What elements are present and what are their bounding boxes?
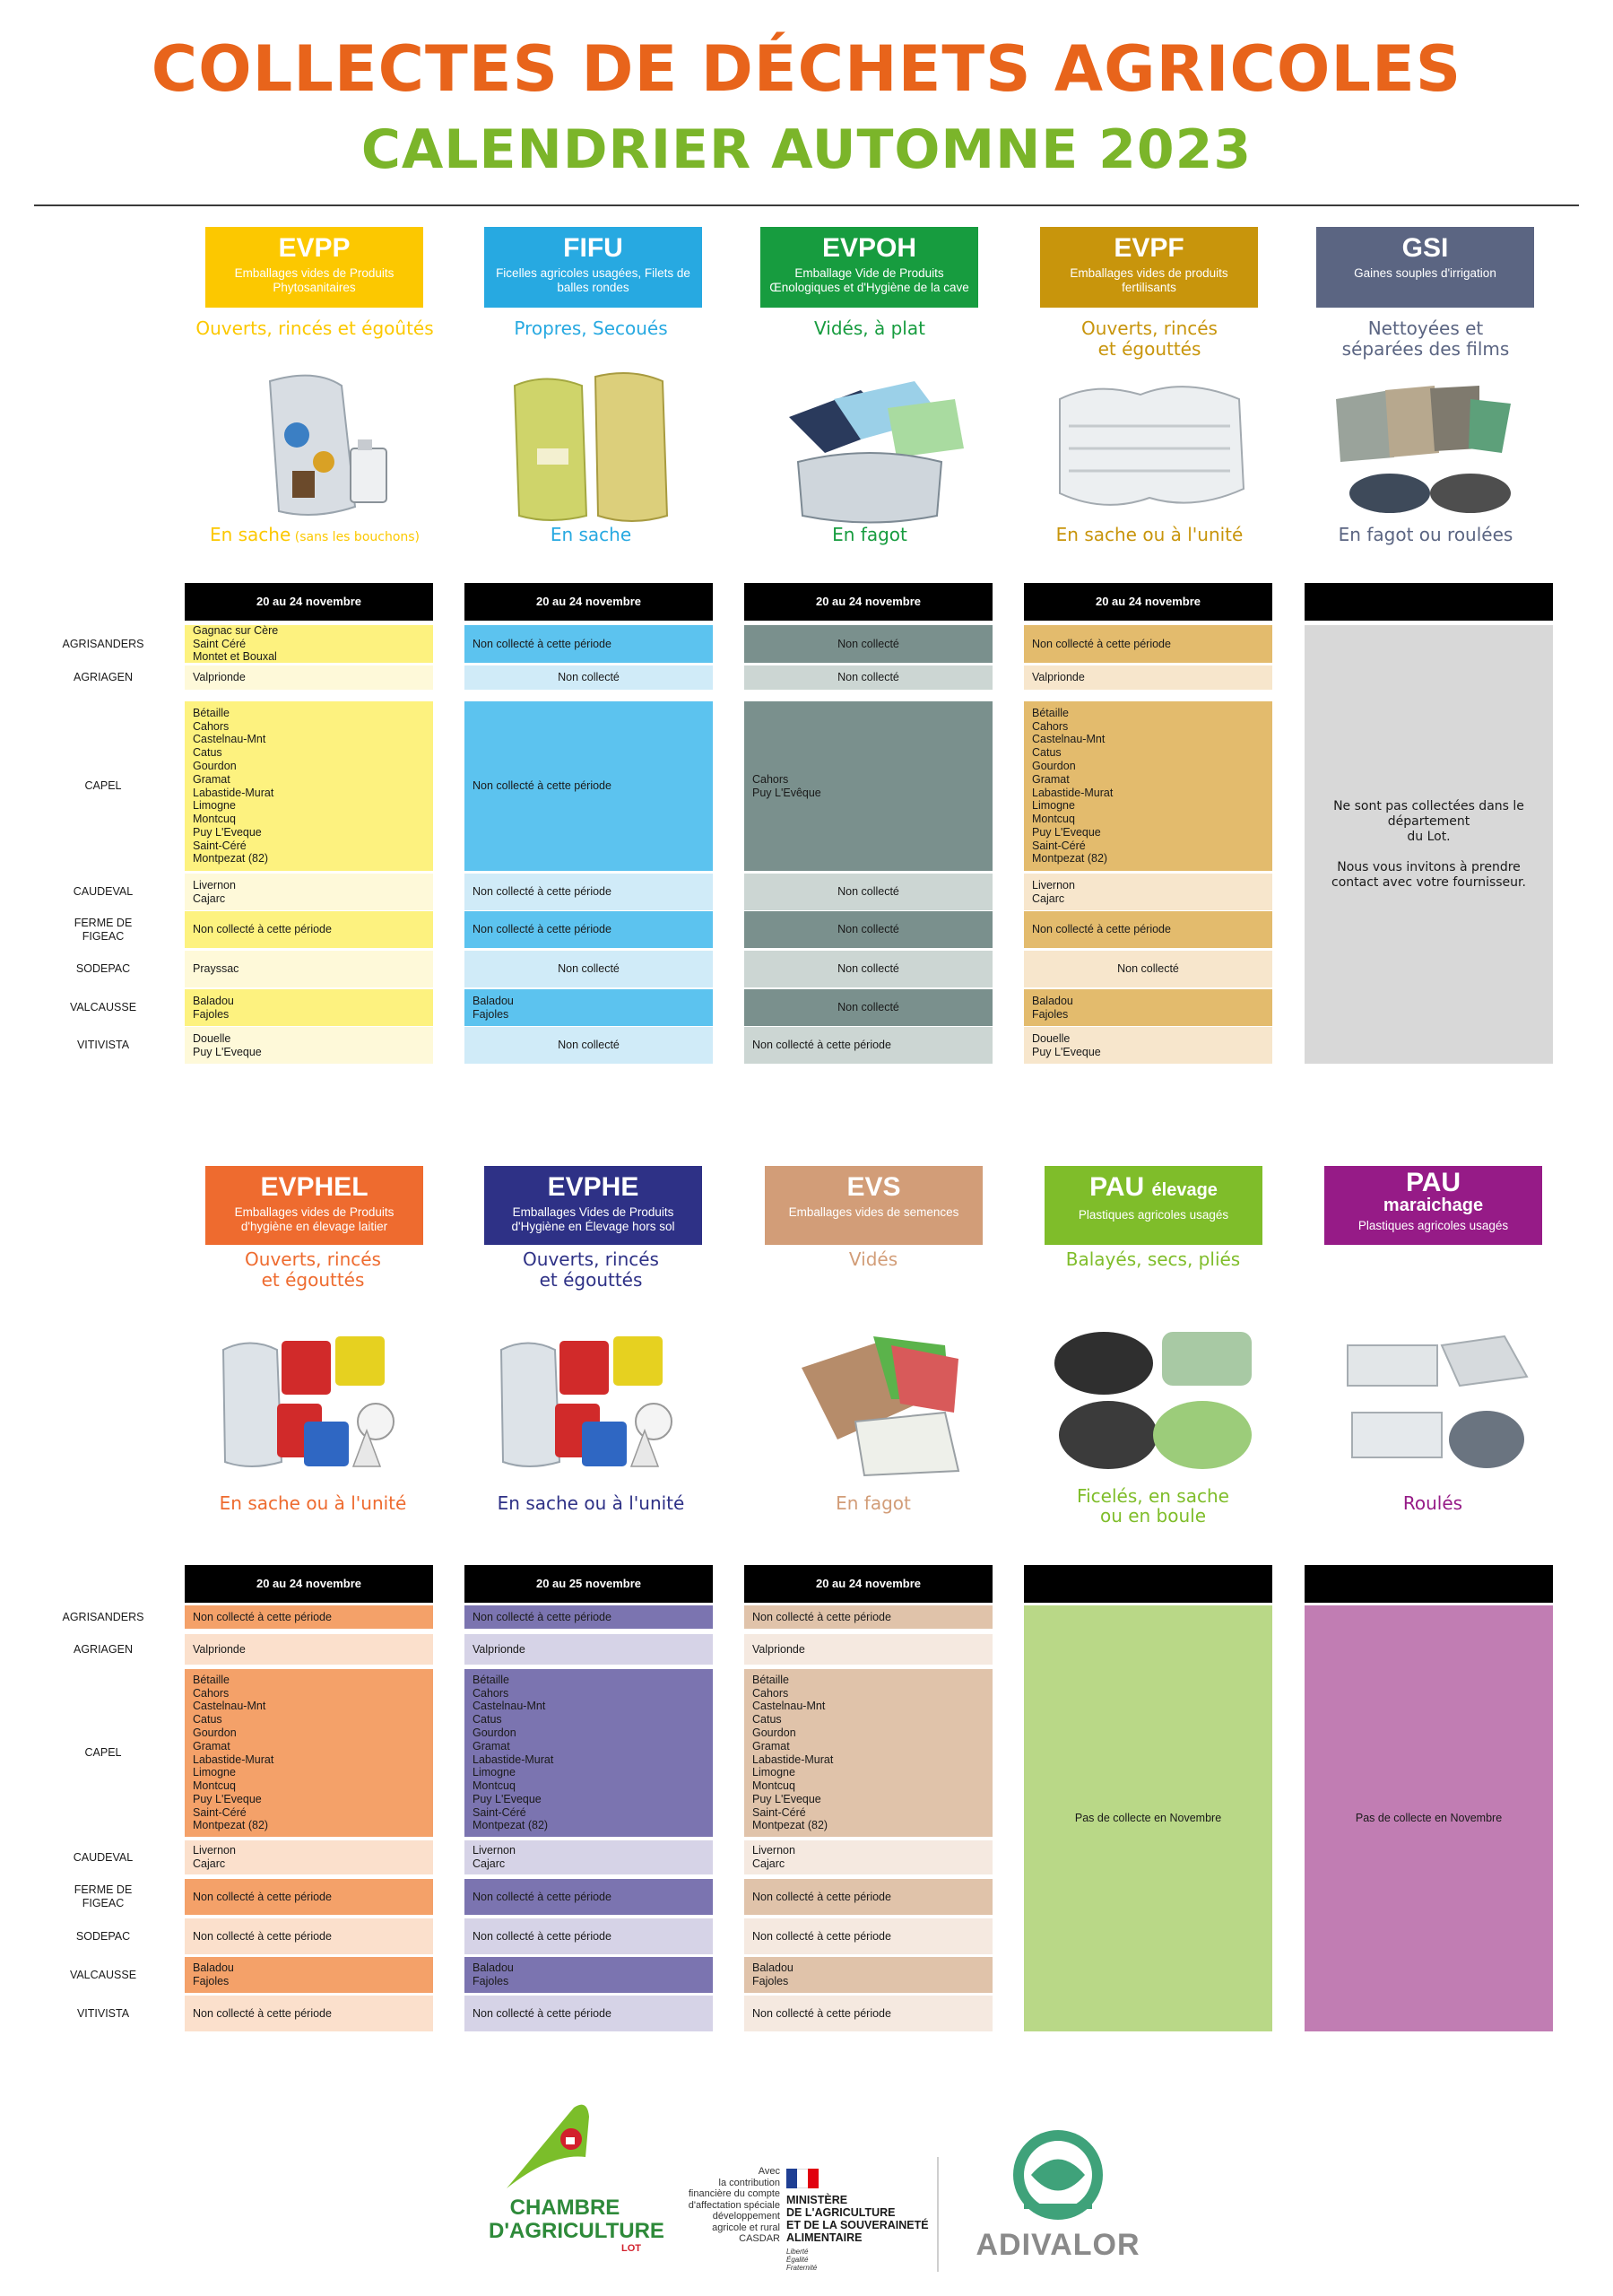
cell-text: Non collecté à cette période [193, 1929, 332, 1943]
category-header-evpp [205, 227, 423, 308]
category-code: EVPP [278, 233, 351, 263]
category-code [765, 1173, 983, 1202]
cell-text: Baladou Fajoles [473, 994, 514, 1021]
category-condition: Vidés, à plat [814, 317, 925, 339]
cell-text: Bétaille Cahors Castelnau-Mnt Catus Gourdon Gramat Labastide-Murat Limogne Montcuq Puy L'Eveque Saint-Céré Montpezat (82) [473, 1673, 554, 1832]
cell-text: Non collecté à cette période [1032, 637, 1171, 650]
pau-elevage-note: Pas de collecte en Novembre [1024, 1605, 1272, 2031]
category-description: Emballages vides de Produits Phytosanitaires [234, 266, 395, 294]
schedule-cell [185, 1634, 433, 1665]
schedule-cell [464, 989, 713, 1026]
french-republic-flag-icon [786, 2169, 819, 2188]
row-label-collector: AGRIAGEN [74, 1642, 133, 1656]
flat-bags-icon [762, 363, 977, 529]
date-header: 20 au 24 novembre [744, 583, 993, 621]
row-label-collector: SODEPAC [75, 962, 131, 975]
schedule-cell [185, 874, 433, 910]
packaging-note: (sans les bouchons) [291, 530, 421, 544]
date-header: 20 au 24 novembre [185, 583, 433, 621]
cell-text: Non collecté [558, 671, 620, 684]
date-header: 20 au 24 novembre [185, 1565, 433, 1603]
schedule-cell [744, 1605, 993, 1629]
category-description: Emballages vides de Produits d'hygiène en élevage laitier [234, 1205, 395, 1233]
category-condition: Balayés, secs, pliés [1065, 1248, 1241, 1270]
category-packaging: Roulés [1402, 1492, 1463, 1514]
packaging-label: En sache [209, 524, 291, 545]
packaging-label: En fagot [832, 524, 907, 545]
trash-bag-icon [207, 363, 422, 529]
schedule-cell [464, 1605, 713, 1629]
schedule-cell [185, 665, 433, 690]
category-condition: Nettoyées et séparées des films [1341, 317, 1510, 360]
cell-text: Baladou Fajoles [1032, 994, 1073, 1021]
schedule-cell [464, 874, 713, 910]
schedule-cell [185, 1669, 433, 1837]
schedule-cell [464, 1957, 713, 1993]
schedule-cell [464, 1027, 713, 1064]
schedule-cell [744, 1957, 993, 1993]
schedule-cell [185, 1027, 433, 1064]
cell-text: Non collecté à cette période [752, 1929, 891, 1943]
packaging-label: En sache ou à l'unité [1055, 524, 1244, 545]
chambre-dept: LOT [621, 2243, 641, 2254]
ministere-motto: Liberté Égalité Fraternité [786, 2248, 818, 2272]
cell-text: Baladou Fajoles [752, 1961, 793, 1987]
category-header-evphe [484, 1166, 702, 1245]
schedule-cell [744, 1027, 993, 1064]
category-code-text: PAU [1089, 1172, 1145, 1202]
cell-text: Baladou Fajoles [193, 1961, 234, 1987]
category-code [484, 1173, 702, 1202]
cell-text: Livernon Cajarc [473, 1844, 516, 1870]
chambre-line1: CHAMBRE [509, 2196, 620, 2220]
schedule-cell [464, 701, 713, 871]
cell-text: Valprionde [473, 1642, 525, 1656]
category-header-pau_maraichage [1324, 1166, 1542, 1245]
yellow-sacks-icon [483, 363, 698, 529]
chambre-emblem-icon [489, 2103, 641, 2193]
schedule-cell [1024, 874, 1272, 910]
schedule-cell [744, 989, 993, 1026]
cell-text: Non collecté à cette période [473, 1610, 611, 1623]
cell-text: Livernon Cajarc [1032, 878, 1075, 905]
cell-text: Cahors Puy L'Evêque [752, 772, 821, 799]
cell-text: Valprionde [193, 1642, 246, 1656]
row-label-collector: FERME DE FIGEAC [74, 916, 133, 943]
cell-text: Gagnac sur Cère Saint Céré Montet et Bouxal [193, 623, 279, 664]
schedule-cell [185, 989, 433, 1026]
schedule-cell [185, 951, 433, 987]
row-label-collector: AGRISANDERS [62, 1610, 144, 1623]
big-bags-icon [1042, 363, 1257, 529]
adivalor-wordmark: ADIVALOR [976, 2228, 1140, 2262]
category-header-gsi [1316, 227, 1534, 308]
cell-text: Bétaille Cahors Castelnau-Mnt Catus Gourdon Gramat Labastide-Murat Limogne Montcuq Puy L'Eveque Saint-Céré Montpezat (82) [193, 1673, 274, 1832]
schedule-cell [744, 1879, 993, 1915]
category-description: Emballages vides de semences [788, 1205, 959, 1219]
schedule-cell [464, 1879, 713, 1915]
category-code-text: EVPHEL [260, 1172, 369, 1202]
category-condition: Ouverts, rincés et égouttés [523, 1248, 659, 1291]
chambre-line2: D'AGRICULTURE [489, 2219, 664, 2243]
category-description: Gaines souples d'irrigation [1354, 266, 1496, 280]
plastic-bales-icon [1045, 1314, 1261, 1480]
category-packaging [456, 525, 725, 544]
header-divider [34, 204, 1579, 206]
row-label-collector: FERME DE FIGEAC [74, 1883, 133, 1909]
date-header: 20 au 24 novembre [744, 1565, 993, 1603]
schedule-cell [744, 701, 993, 871]
cell-text: Non collecté à cette période [473, 885, 611, 899]
cell-text: Non collecté [837, 923, 899, 936]
schedule-cell [1024, 625, 1272, 663]
date-header [1305, 583, 1553, 621]
schedule-cell [744, 874, 993, 910]
adivalor-logo [968, 2126, 1148, 2269]
schedule-cell [464, 1840, 713, 1874]
category-description: Emballages Vides de Produits d'Hygiène en Élevage hors sol [511, 1205, 675, 1233]
category-code [1045, 1173, 1262, 1205]
cell-text: Livernon Cajarc [193, 1844, 236, 1870]
category-code: FIFU [563, 233, 623, 263]
schedule-cell [464, 1918, 713, 1954]
date-header: 20 au 25 novembre [464, 1565, 713, 1603]
category-packaging: En fagot [836, 1492, 911, 1514]
irrigation-hoses-icon [1318, 363, 1533, 529]
cell-text: Livernon Cajarc [193, 878, 236, 905]
date-header: 20 au 24 novembre [1024, 583, 1272, 621]
category-header-fifu [484, 227, 702, 308]
category-condition: Propres, Secoués [514, 317, 668, 339]
schedule-cell [464, 625, 713, 663]
date-header [1024, 1565, 1272, 1603]
row-label-collector: VALCAUSSE [69, 1968, 137, 1981]
cell-text: Valprionde [1032, 671, 1085, 684]
category-code: EVPF [1114, 233, 1184, 263]
cell-text: Baladou Fajoles [193, 994, 234, 1021]
category-packaging: En sache ou à l'unité [497, 1492, 685, 1514]
cell-text: Non collecté à cette période [1032, 923, 1171, 936]
schedule-cell [185, 625, 433, 663]
page-subtitle: CALENDRIER AUTOMNE 2023 [360, 118, 1253, 181]
category-header-pau_elevage [1045, 1166, 1262, 1245]
category-code-sub: maraichage [1383, 1196, 1484, 1215]
category-code: GSI [1401, 233, 1449, 263]
row-label-collector: SODEPAC [75, 1929, 131, 1943]
date-header: 20 au 24 novembre [464, 583, 713, 621]
schedule-cell [1024, 911, 1272, 948]
category-code-sub: élevage [1151, 1180, 1218, 1200]
category-header-evs [765, 1166, 983, 1245]
cell-text: Non collecté à cette période [193, 2006, 332, 2020]
gsi-note: Ne sont pas collectées dans le département du Lot. Nous vous invitons à prendre contact avec votre fournisseur. [1305, 625, 1553, 1064]
cell-text: Livernon Cajarc [752, 1844, 795, 1870]
schedule-cell [744, 1996, 993, 2031]
packaging-label: En fagot ou roulées [1338, 524, 1513, 545]
pau-maraichage-note: Pas de collecte en Novembre [1305, 1605, 1553, 2031]
cell-text: Non collecté à cette période [752, 2006, 891, 2020]
cell-text: Non collecté à cette période [473, 637, 611, 650]
category-code: EVPOH [821, 233, 917, 263]
row-label-collector: CAPEL [84, 1746, 122, 1759]
category-packaging: Ficelés, en sache ou en boule [1077, 1485, 1229, 1526]
cell-text: Non collecté à cette période [193, 1890, 332, 1903]
schedule-cell [464, 951, 713, 987]
row-label-collector: VALCAUSSE [69, 1001, 137, 1013]
ministere-name: MINISTÈRE DE L'AGRICULTURE ET DE LA SOUVERAINETÉ ALIMENTAIRE [786, 2194, 929, 2244]
jerrycans-icon [205, 1314, 421, 1480]
category-packaging [1015, 525, 1284, 544]
cell-text: Bétaille Cahors Castelnau-Mnt Catus Gourdon Gramat Labastide-Murat Limogne Montcuq Puy L'Eveque Saint-Céré Montpezat (82) [193, 706, 274, 865]
category-code-text: EVPHE [547, 1172, 639, 1202]
casdar-text: Avec la contribution financière du compte d'affectation spéciale développement agricole et rural CASDAR [688, 2166, 780, 2244]
category-description: Plastiques agricoles usagés [1078, 1208, 1229, 1222]
row-label-collector: VITIVISTA [76, 1039, 130, 1051]
row-label-collector: CAUDEVAL [73, 1850, 134, 1864]
schedule-cell [744, 665, 993, 690]
packaging-label: En sache [550, 524, 632, 545]
category-code-text: PAU [1405, 1168, 1461, 1197]
schedule-cell [464, 665, 713, 690]
category-header-evpoh [760, 227, 978, 308]
category-condition: Ouverts, rincés et égouttés [1081, 317, 1218, 360]
category-condition: Vidés [848, 1248, 898, 1270]
schedule-cell [744, 625, 993, 663]
schedule-cell [1024, 1027, 1272, 1064]
chambre-agriculture-logo [489, 2103, 664, 2265]
schedule-cell [464, 1996, 713, 2031]
schedule-cell [464, 1634, 713, 1665]
schedule-cell [185, 701, 433, 871]
category-description: Emballage Vide de Produits Œnologiques et d'Hygiène de la cave [769, 266, 969, 294]
schedule-cell [744, 951, 993, 987]
cell-text: Non collecté [837, 1001, 899, 1014]
category-code-text: EVS [846, 1172, 901, 1202]
cell-text: Non collecté à cette période [473, 2006, 611, 2020]
cell-text: Valprionde [752, 1642, 805, 1656]
cell-text: Non collecté [837, 637, 899, 650]
date-header [1305, 1565, 1553, 1603]
cell-text: Non collecté [558, 962, 620, 976]
category-packaging [1291, 525, 1560, 544]
schedule-cell [464, 1669, 713, 1837]
cell-text: Non collecté à cette période [752, 1039, 891, 1052]
cell-text: Valprionde [193, 671, 246, 684]
schedule-cell [1024, 951, 1272, 987]
schedule-cell [744, 1634, 993, 1665]
adivalor-emblem-icon [968, 2126, 1148, 2224]
cell-text: Prayssac [193, 962, 239, 976]
schedule-cell [744, 1840, 993, 1874]
cell-text: Non collecté à cette période [193, 1610, 332, 1623]
category-code [1324, 1168, 1542, 1215]
cell-text: Non collecté à cette période [473, 779, 611, 793]
category-condition: Ouverts, rincés et égoûtés [195, 317, 434, 339]
greenhouse-plastic-icon [1325, 1314, 1540, 1480]
category-code [205, 1173, 423, 1202]
schedule-cell [185, 1840, 433, 1874]
schedule-cell [744, 1669, 993, 1837]
category-header-evpf [1040, 227, 1258, 308]
cell-text: Non collecté à cette période [473, 1890, 611, 1903]
schedule-cell [185, 911, 433, 948]
cell-text: Bétaille Cahors Castelnau-Mnt Catus Gourdon Gramat Labastide-Murat Limogne Montcuq Puy L'Eveque Saint-Céré Montpezat (82) [752, 1673, 834, 1832]
row-label-collector: CAPEL [84, 779, 122, 792]
cell-text: Douelle Puy L'Eveque [1032, 1031, 1101, 1058]
category-packaging [735, 525, 1004, 544]
cell-text: Non collecté [837, 671, 899, 684]
cell-text: Non collecté [837, 885, 899, 899]
cell-text: Non collecté à cette période [752, 1890, 891, 1903]
row-label-collector: CAUDEVAL [73, 885, 134, 898]
row-label-collector: VITIVISTA [76, 2006, 130, 2020]
cell-text: Non collecté [837, 962, 899, 976]
cell-text: Non collecté à cette période [193, 923, 332, 936]
seed-bags-icon [766, 1314, 981, 1480]
ministere-divider [937, 2157, 939, 2272]
schedule-cell [464, 911, 713, 948]
schedule-cell [185, 1879, 433, 1915]
schedule-cell [1024, 989, 1272, 1026]
schedule-cell [185, 1996, 433, 2031]
category-packaging: En sache ou à l'unité [219, 1492, 407, 1514]
schedule-cell [185, 1605, 433, 1629]
cell-text: Non collecté [558, 1039, 620, 1052]
schedule-cell [1024, 701, 1272, 871]
cell-text: Non collecté à cette période [473, 923, 611, 936]
schedule-cell [185, 1957, 433, 1993]
category-condition: Ouverts, rincés et égouttés [245, 1248, 381, 1291]
cell-text: Non collecté à cette période [752, 1610, 891, 1623]
cell-text: Bétaille Cahors Castelnau-Mnt Catus Gourdon Gramat Labastide-Murat Limogne Montcuq Puy L'Eveque Saint-Céré Montpezat (82) [1032, 706, 1114, 865]
page-title: COLLECTES DE DÉCHETS AGRICOLES [151, 32, 1462, 106]
category-description: Plastiques agricoles usagés [1357, 1219, 1509, 1232]
cell-text: Douelle Puy L'Eveque [193, 1031, 262, 1058]
cell-text: Baladou Fajoles [473, 1961, 514, 1987]
cell-text: Non collecté à cette période [473, 1929, 611, 1943]
row-label-collector: AGRISANDERS [62, 637, 144, 650]
schedule-cell [744, 1918, 993, 1954]
jerrycans-icon [483, 1314, 698, 1480]
schedule-cell [1024, 665, 1272, 690]
schedule-cell [185, 1918, 433, 1954]
schedule-cell [744, 911, 993, 948]
cell-text: Non collecté [1117, 962, 1179, 976]
category-packaging [180, 525, 449, 547]
row-label-collector: AGRIAGEN [74, 671, 133, 683]
category-header-evphel [205, 1166, 423, 1245]
category-description: Emballages vides de produits fertilisants [1070, 266, 1228, 294]
category-description: Ficelles agricoles usagées, Filets de balles rondes [496, 266, 690, 294]
